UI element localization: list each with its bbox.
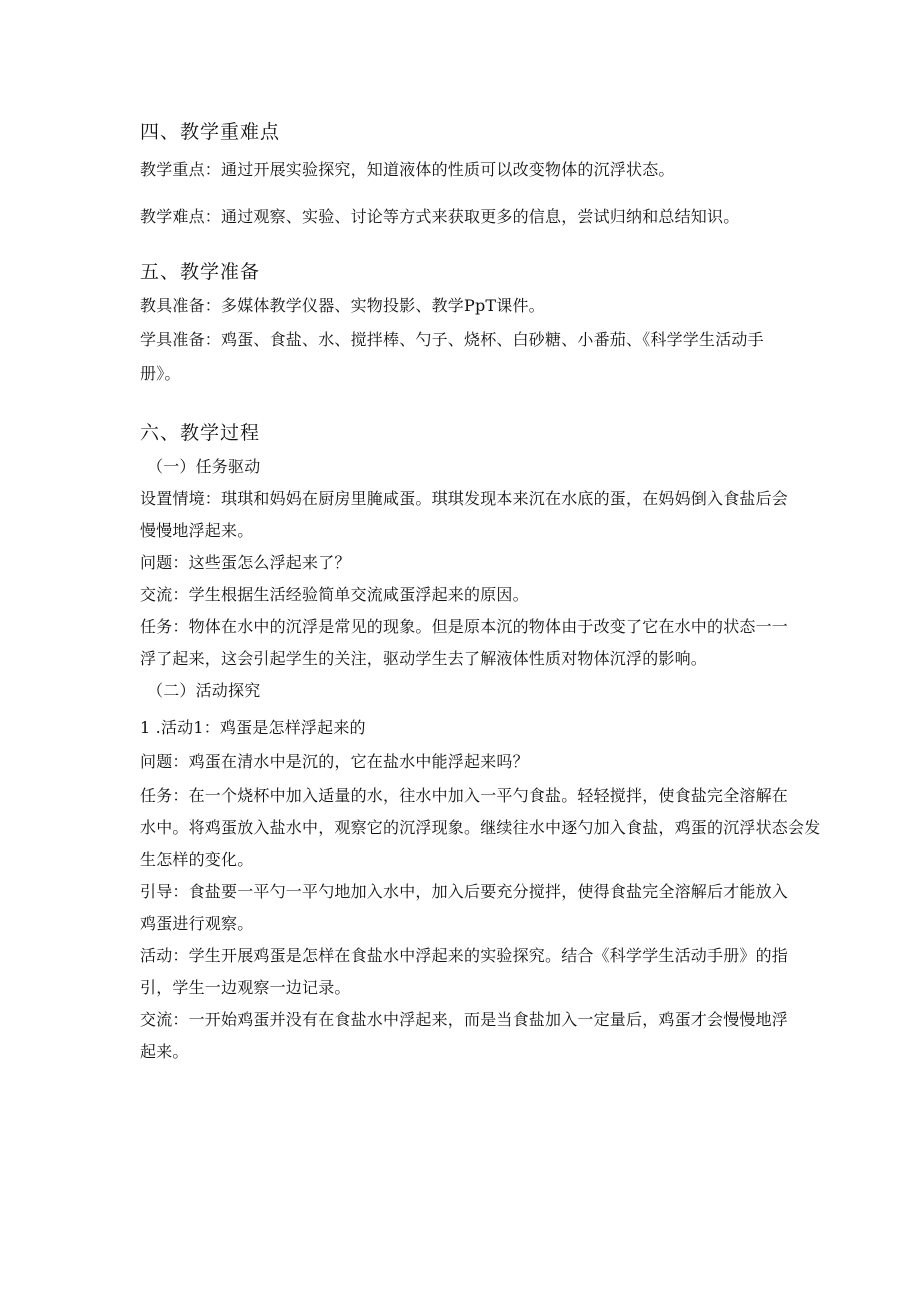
task-2-text-line2: 水中。将鸡蛋放入盐水中，观察它的沉浮现象。继续往水中逐勺加入食盐，鸡蛋的沉浮状态会发 [140, 818, 821, 837]
task-1-text-line2: 浮了起来，这会引起学生的关注，驱动学生去了解液体性质对物体沉浮的影响。 [140, 649, 708, 668]
activity-text-line1: 活动：学生开展鸡蛋是怎样在食盐水中浮起来的实验探究。结合《科学学生活动手册》的指 [140, 946, 789, 965]
task-2-text-line3: 生怎样的变化。 [140, 850, 254, 869]
exchange-2-text-line2: 起来。 [140, 1042, 189, 1061]
student-prep-text-line1: 学具准备：鸡蛋、食盐、水、搅拌棒、勺子、烧杯、白砂糖、小番茄、《科学学生活动手 [140, 330, 764, 349]
task-1-text-line1: 任务：物体在水中的沉浮是常见的现象。但是原本沉的物体由于改变了它在水中的状态一一 [140, 617, 789, 636]
exchange-1-text: 交流：学生根据生活经验简单交流咸蛋浮起来的原因。 [140, 585, 529, 604]
task-2-text-line1: 任务：在一个烧杯中加入适量的水，往水中加入一平勺食盐。轻轻搅拌，使食盐完全溶解在 [140, 786, 789, 805]
part-2-title: （二）活动探究 [147, 681, 261, 700]
key-point-text: 教学重点：通过开展实验探究，知道液体的性质可以改变物体的沉浮状态。 [140, 160, 675, 179]
activity-1-title: 1 .活动1：鸡蛋是怎样浮起来的 [140, 718, 366, 737]
teacher-prep-text: 教具准备：多媒体教学仪器、实物投影、教学PpT课件。 [140, 296, 545, 315]
activity-text-line2: 引，学生一边观察一边记录。 [140, 978, 351, 997]
question-2-text: 问题：鸡蛋在清水中是沉的，它在盐水中能浮起来吗？ [140, 752, 529, 771]
guide-text-line2: 鸡蛋进行观察。 [140, 914, 254, 933]
question-1-text: 问题：这些蛋怎么浮起来了？ [140, 553, 351, 572]
exchange-2-text-line1: 交流：一开始鸡蛋并没有在食盐水中浮起来，而是当食盐加入一定量后，鸡蛋才会慢慢地浮 [140, 1010, 789, 1029]
student-prep-text-line2: 册》。 [140, 364, 181, 383]
section-6-heading: 六、教学过程 [140, 422, 261, 444]
scenario-text-line2: 慢慢地浮起来。 [140, 521, 254, 540]
difficult-point-text: 教学难点：通过观察、实验、讨论等方式来获取更多的信息，尝试归纳和总结知识。 [140, 207, 740, 226]
section-5-heading: 五、教学准备 [140, 261, 261, 283]
part-1-title: （一）任务驱动 [147, 457, 261, 476]
guide-text-line1: 引导：食盐要一平勺一平勺地加入水中，加入后要充分搅拌，使得食盐完全溶解后才能放入 [140, 882, 789, 901]
section-4-heading: 四、教学重难点 [140, 121, 281, 143]
scenario-text-line1: 设置情境：琪琪和妈妈在厨房里腌咸蛋。琪琪发现本来沉在水底的蛋，在妈妈倒入食盐后会 [140, 489, 789, 508]
